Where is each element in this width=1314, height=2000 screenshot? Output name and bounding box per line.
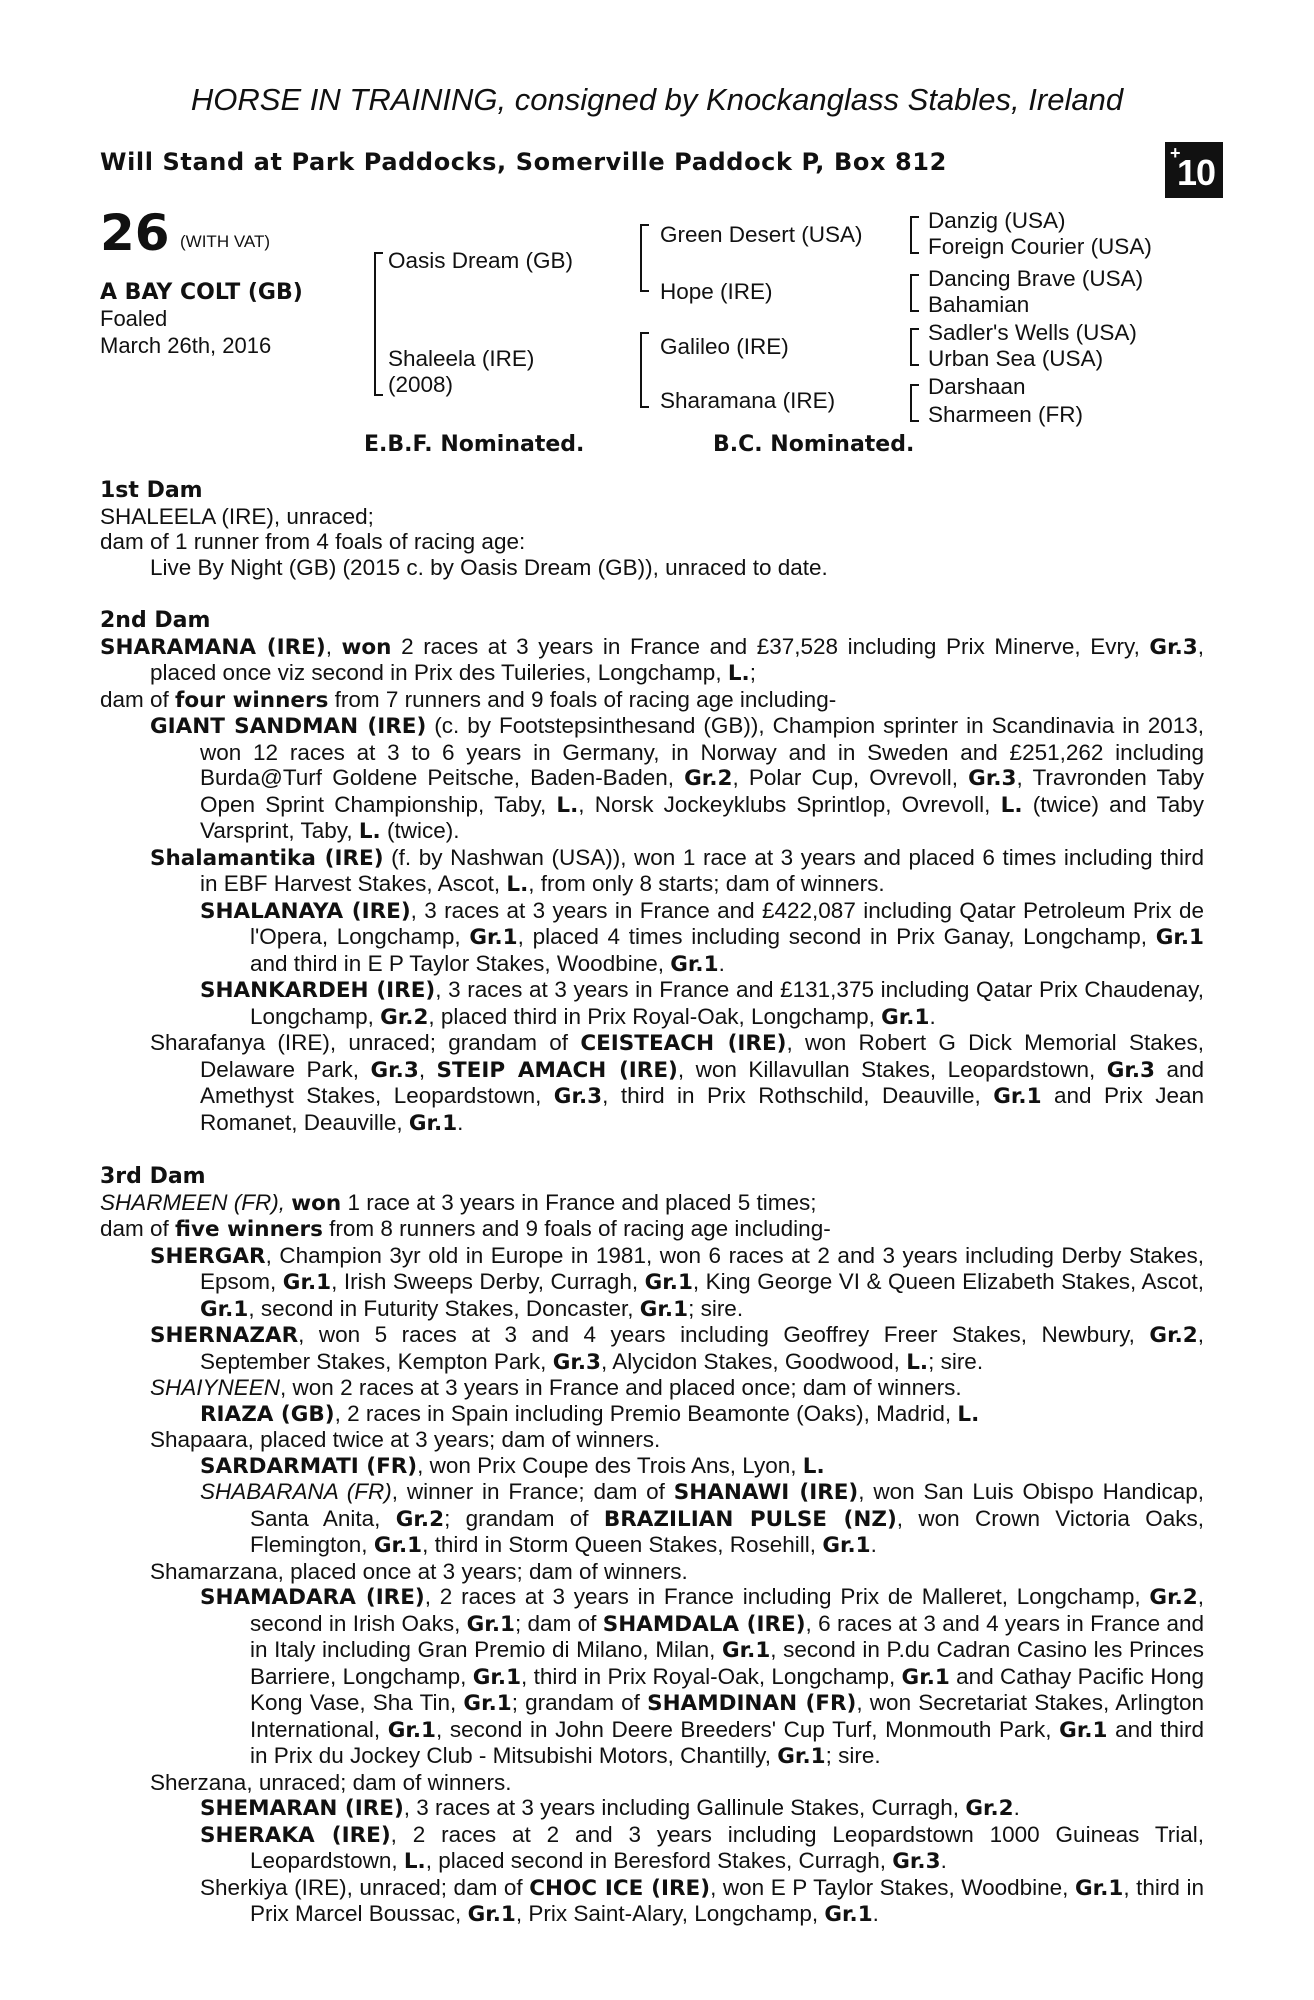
ancestor-6: Urban Sea (USA)	[928, 346, 1104, 371]
badge-number: 10	[1177, 152, 1216, 193]
pedigree-brace-1	[374, 252, 383, 396]
second-dam-entry: SHARAMANA (IRE), won 2 races at 3 years in France and £37,528 including Prix Minerve, Evry, Gr.3, placed once viz second in Prix des Tuileries, Longchamp, L.;	[100, 633, 1204, 686]
bc-nominated: B.C. Nominated.	[713, 432, 915, 457]
foaled-date: March 26th, 2016	[100, 333, 272, 358]
ancestor-1: Danzig (USA)	[928, 208, 1066, 233]
ancestor-4: Bahamian	[928, 292, 1030, 317]
second-dam-produce: dam of four winners from 7 runners and 9 foals of racing age including-	[100, 686, 837, 713]
dam: Shaleela (IRE)	[388, 346, 535, 371]
vat-note: (WITH VAT)	[180, 232, 271, 251]
third-dam-progeny-1: SHERGAR, Champion 3yr old in Europe in 1981, won 6 races at 2 and 3 years including Derby Stakes, Epsom, Gr.1, Irish Sweeps Derby, Curragh, Gr.1, King George VI & Queen Elizabeth Stakes, Ascot, Gr.1, second in Futurity Stakes, Doncaster, Gr.1; sire.	[150, 1242, 1205, 1322]
dam-sire: Galileo (IRE)	[660, 334, 789, 359]
plus-10-badge	[1165, 142, 1223, 198]
dam-dam: Sharamana (IRE)	[660, 388, 836, 413]
horse-name: A BAY COLT (GB)	[100, 280, 303, 305]
third-dam-progeny-3: SHAIYNEEN, won 2 races at 3 years in France and placed once; dam of winners.	[150, 1375, 962, 1400]
third-dam-grandprogeny-6: SHERAKA (IRE), 2 races at 2 and 3 years including Leopardstown 1000 Guineas Trial, Leopardstown, L., placed second in Beresford Stakes, Curragh, Gr.3.	[200, 1821, 1204, 1874]
sire-dam: Hope (IRE)	[660, 279, 773, 304]
pedigree-brace-6	[910, 328, 919, 366]
third-dam-grandprogeny-4: SHAMADARA (IRE), 2 races at 3 years in France including Prix de Malleret, Longchamp, Gr.2, second in Irish Oaks, Gr.1; dam of SHAMDALA (IRE), 6 races at 3 and 4 years in France and in Italy including Gran Premio di Milano, Milan, Gr.1, second in P.du Cadran Casino les Princes Barriere, Longchamp, Gr.1, third in Prix Royal-Oak, Longchamp, Gr.1 and Cathay Pacific Hong Kong Vase, Sha Tin, Gr.1; grandam of SHAMDINAN (FR), won Secretariat Stakes, Arlington International, Gr.1, second in John Deere Breeders' Cup Turf, Monmouth Park, Gr.1 and third in Prix du Jockey Club - Mitsubishi Motors, Chantilly, Gr.1; sire.	[200, 1584, 1205, 1769]
first-dam-line-1: SHALEELA (IRE), unraced;	[100, 503, 374, 529]
pedigree-brace-4	[910, 216, 919, 254]
dam-year: (2008)	[388, 372, 454, 397]
pedigree-brace-2	[640, 224, 649, 292]
third-dam-produce: dam of five winners from 8 runners and 9 foals of racing age including-	[100, 1216, 831, 1242]
second-dam-heading: 2nd Dam	[100, 608, 211, 633]
third-dam-progeny-5: Shamarzana, placed once at 3 years; dam of winners.	[150, 1558, 688, 1584]
second-dam-grandprogeny-1: SHALANAYA (IRE), 3 races at 3 years in France and £422,087 including Qatar Petroleum Prix de l'Opera, Longchamp, Gr.1, placed 4 times including second in Prix Ganay, Longchamp, Gr.1 and third in E P Taylor Stakes, Woodbine, Gr.1.	[200, 897, 1205, 977]
sire: Oasis Dream (GB)	[388, 248, 574, 273]
second-dam-progeny-1: GIANT SANDMAN (IRE) (c. by Footstepsinthesand (GB)), Champion sprinter in Scandinavia in 2013, won 12 races at 3 to 6 years in Germany, in Norway and in Sweden and £251,262 including Burda@Turf Goldene Peitsche, Baden-Baden, Gr.2, Polar Cup, Ovrevoll, Gr.3, Travronden Taby Open Sprint Championship, Taby, L., Norsk Jockeyklubs Sprintlop, Ovrevoll, L. (twice) and Taby Varsprint, Taby, L. (twice).	[150, 713, 1204, 844]
third-dam-progeny-4: Shapaara, placed twice at 3 years; dam of winners.	[150, 1427, 661, 1452]
third-dam-grandprogeny-1: RIAZA (GB), 2 races in Spain including Premio Beamonte (Oaks), Madrid, L.	[200, 1400, 980, 1427]
first-dam-line-3: Live By Night (GB) (2015 c. by Oasis Dream (GB)), unraced to date.	[150, 554, 828, 580]
pedigree-brace-7	[910, 384, 919, 422]
third-dam-grandprogeny-7: Sherkiya (IRE), unraced; dam of CHOC ICE (IRE), won E P Taylor Stakes, Woodbine, Gr.1, third in Prix Marcel Boussac, Gr.1, Prix Saint-Alary, Longchamp, Gr.1.	[200, 1874, 1205, 1927]
third-dam-grandprogeny-2: SARDARMATI (FR), won Prix Coupe des Trois Ans, Lyon, L.	[200, 1452, 825, 1479]
pedigree-brace-5	[910, 274, 919, 312]
lot-number: 26	[100, 204, 170, 262]
page-title: HORSE IN TRAINING, consigned by Knockanglass Stables, Ireland	[190, 82, 1124, 117]
third-dam-progeny-6: Sherzana, unraced; dam of winners.	[150, 1769, 512, 1795]
third-dam-entry: SHARMEEN (FR), won 1 race at 3 years in France and placed 5 times;	[100, 1189, 817, 1216]
ancestor-8: Sharmeen (FR)	[928, 402, 1084, 427]
ancestor-7: Darshaan	[928, 374, 1026, 399]
third-dam-heading: 3rd Dam	[100, 1164, 206, 1189]
ancestor-2: Foreign Courier (USA)	[928, 234, 1152, 259]
second-dam-progeny-2: Shalamantika (IRE) (f. by Nashwan (USA)), won 1 race at 3 years and placed 6 times including third in EBF Harvest Stakes, Ascot, L., from only 8 starts; dam of winners.	[150, 844, 1204, 897]
third-dam-progeny-2: SHERNAZAR, won 5 races at 3 and 4 years including Geoffrey Freer Stakes, Newbury, Gr.2, September Stakes, Kempton Park, Gr.3, Alycidon Stakes, Goodwood, L.; sire.	[150, 1322, 1204, 1375]
third-dam-grandprogeny-3: SHABARANA (FR), winner in France; dam of SHANAWI (IRE), won San Luis Obispo Handicap, Santa Anita, Gr.2; grandam of BRAZILIAN PULSE (NZ), won Crown Victoria Oaks, Flemington, Gr.1, third in Storm Queen Stakes, Rosehill, Gr.1.	[200, 1479, 1204, 1558]
pedigree-brace-3	[640, 332, 649, 408]
ebf-nominated: E.B.F. Nominated.	[364, 432, 585, 457]
stabling-location: Will Stand at Park Paddocks, Somerville Paddock P, Box 812	[100, 148, 947, 176]
sire-sire: Green Desert (USA)	[660, 222, 863, 247]
pedigree-notes	[100, 478, 1204, 1928]
foaled-label: Foaled	[100, 306, 168, 331]
badge-plus: +	[1170, 143, 1181, 163]
first-dam-heading: 1st Dam	[100, 478, 203, 503]
first-dam-line-2: dam of 1 runner from 4 foals of racing age:	[100, 529, 526, 554]
second-dam-grandprogeny-2: SHANKARDEH (IRE), 3 races at 3 years in France and £131,375 including Qatar Prix Chaudenay, Longchamp, Gr.2, placed third in Prix Royal-Oak, Longchamp, Gr.1.	[200, 977, 1205, 1030]
ancestor-5: Sadler's Wells (USA)	[928, 320, 1137, 345]
ancestor-3: Dancing Brave (USA)	[928, 266, 1144, 291]
third-dam-grandprogeny-5: SHEMARAN (IRE), 3 races at 3 years including Gallinule Stakes, Curragh, Gr.2.	[200, 1795, 1020, 1821]
second-dam-progeny-3: Sharafanya (IRE), unraced; grandam of CEISTEACH (IRE), won Robert G Dick Memorial Stakes, Delaware Park, Gr.3, STEIP AMACH (IRE), won Killavullan Stakes, Leopardstown, Gr.3 and Amethyst Stakes, Leopardstown, Gr.3, third in Prix Rothschild, Deauville, Gr.1 and Prix Jean Romanet, Deauville, Gr.1.	[150, 1030, 1205, 1136]
